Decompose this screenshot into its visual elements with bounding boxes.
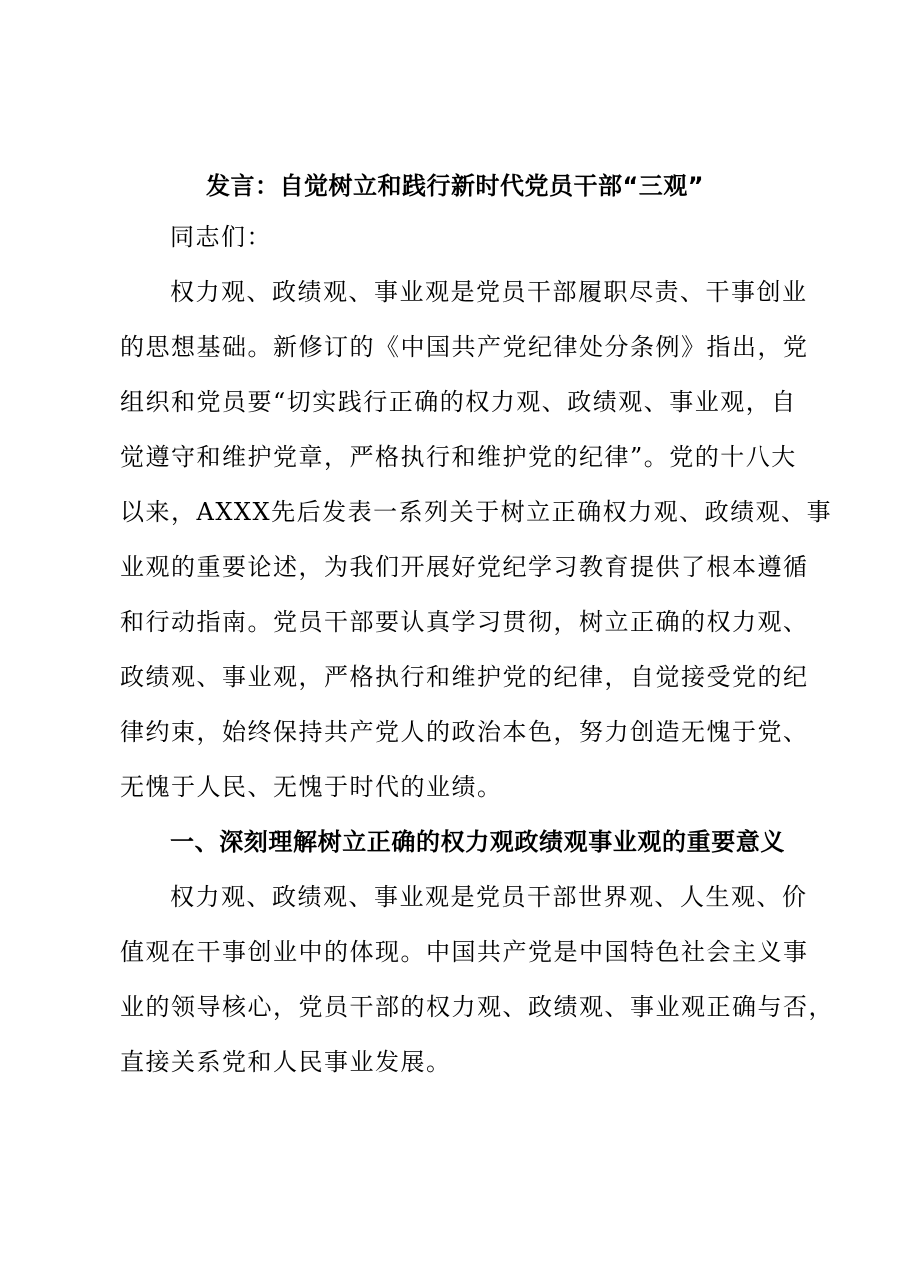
paragraph-1-line-1: 权力观、政绩观、事业观是党员干部履职尽责、干事创业 bbox=[170, 278, 808, 306]
section-1-heading: 一、深刻理解树立正确的权力观政绩观事业观的重要意义 bbox=[170, 828, 785, 856]
paragraph-1-line-5: 以来，AXXX先后发表一系列关于树立正确权力观、政绩观、事 bbox=[120, 498, 833, 526]
paragraph-1-line-2: 的思想基础。新修订的《中国共产党纪律处分条例》指出，党 bbox=[120, 333, 809, 361]
paragraph-1-line-4: 觉遵守和维护党章，严格执行和维护党的纪律”。党的十八大 bbox=[120, 443, 797, 471]
paragraph-1-line-8: 政绩观、事业观，严格执行和维护党的纪律，自觉接受党的纪 bbox=[120, 663, 809, 691]
paragraph-1-line-10: 无愧于人民、无愧于时代的业绩。 bbox=[120, 773, 503, 801]
document-title: 发言：自觉树立和践行新时代党员干部“三观” bbox=[205, 172, 705, 200]
paragraph-2-line-3: 业的领导核心，党员干部的权力观、政绩观、事业观正确与否， bbox=[120, 993, 834, 1021]
document-body bbox=[120, 210, 834, 1090]
paragraph-2-line-4: 直接关系党和人民事业发展。 bbox=[120, 1048, 452, 1076]
paragraph-1-line-7: 和行动指南。党员干部要认真学习贯彻，树立正确的权力观、 bbox=[120, 608, 809, 636]
paragraph-2-line-1: 权力观、政绩观、事业观是党员干部世界观、人生观、价 bbox=[170, 883, 808, 911]
greeting: 同志们： bbox=[170, 223, 272, 251]
paragraph-2-line-2: 值观在干事创业中的体现。中国共产党是中国特色社会主义事 bbox=[120, 938, 809, 966]
paragraph-1-line-3: 组织和党员要“切实践行正确的权力观、政绩观、事业观，自 bbox=[120, 388, 797, 416]
paragraph-1-line-9: 律约束，始终保持共产党人的政治本色，努力创造无愧于党、 bbox=[120, 718, 809, 746]
paragraph-1-line-6: 业观的重要论述，为我们开展好党纪学习教育提供了根本遵循 bbox=[120, 553, 809, 581]
